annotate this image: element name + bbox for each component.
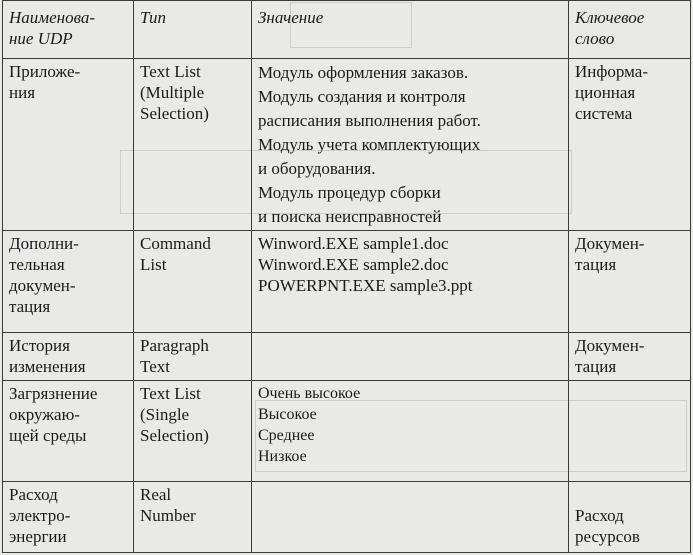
udp-value-cell xyxy=(252,333,569,381)
udp-keyword-cell: Докумен- тация xyxy=(569,333,691,381)
udp-value-cell: Winword.EXE sample1.doc Winword.EXE sample2.doc POWERPNT.EXE sample3.ppt xyxy=(252,231,569,333)
udp-value-cell: Модуль оформления заказов. Модуль создания и контроля расписания выполнения работ. Модуль учета комплектующих и оборудования. Модуль процедур сборки и поиска неисправностей xyxy=(252,59,569,231)
table-row xyxy=(3,333,691,381)
table-row xyxy=(3,482,691,553)
header-udp-name: Наименова- ние UDP xyxy=(3,1,134,59)
table-header-row xyxy=(3,1,691,59)
udp-type-cell: Command List xyxy=(134,231,252,333)
udp-keyword-cell: Докумен- тация xyxy=(569,231,691,333)
udp-type-cell: Text List (Multiple Selection) xyxy=(134,59,252,231)
udp-keyword-cell: Информа- ционная система xyxy=(569,59,691,231)
udp-name-cell: Расход электро- энергии xyxy=(3,482,134,553)
udp-value-cell xyxy=(252,482,569,553)
udp-name-cell: История изменения xyxy=(3,333,134,381)
udp-keyword-cell: Расход ресурсов xyxy=(569,482,691,553)
udp-name-cell: Приложе- ния xyxy=(3,59,134,231)
udp-table xyxy=(2,0,691,553)
udp-name-cell: Дополни- тельная докумен- тация xyxy=(3,231,134,333)
table-row xyxy=(3,231,691,333)
udp-value-cell: Очень высокое Высокое Среднее Низкое xyxy=(252,381,569,482)
header-keyword: Ключевое слово xyxy=(569,1,691,59)
header-value: Значение xyxy=(252,1,569,59)
table-row xyxy=(3,381,691,482)
udp-type-cell: Text List (Single Selection) xyxy=(134,381,252,482)
udp-type-cell: Paragraph Text xyxy=(134,333,252,381)
udp-keyword-cell xyxy=(569,381,691,482)
table-row xyxy=(3,59,691,231)
udp-type-cell: Real Number xyxy=(134,482,252,553)
header-type: Тип xyxy=(134,1,252,59)
udp-name-cell: Загрязнение окружаю- щей среды xyxy=(3,381,134,482)
